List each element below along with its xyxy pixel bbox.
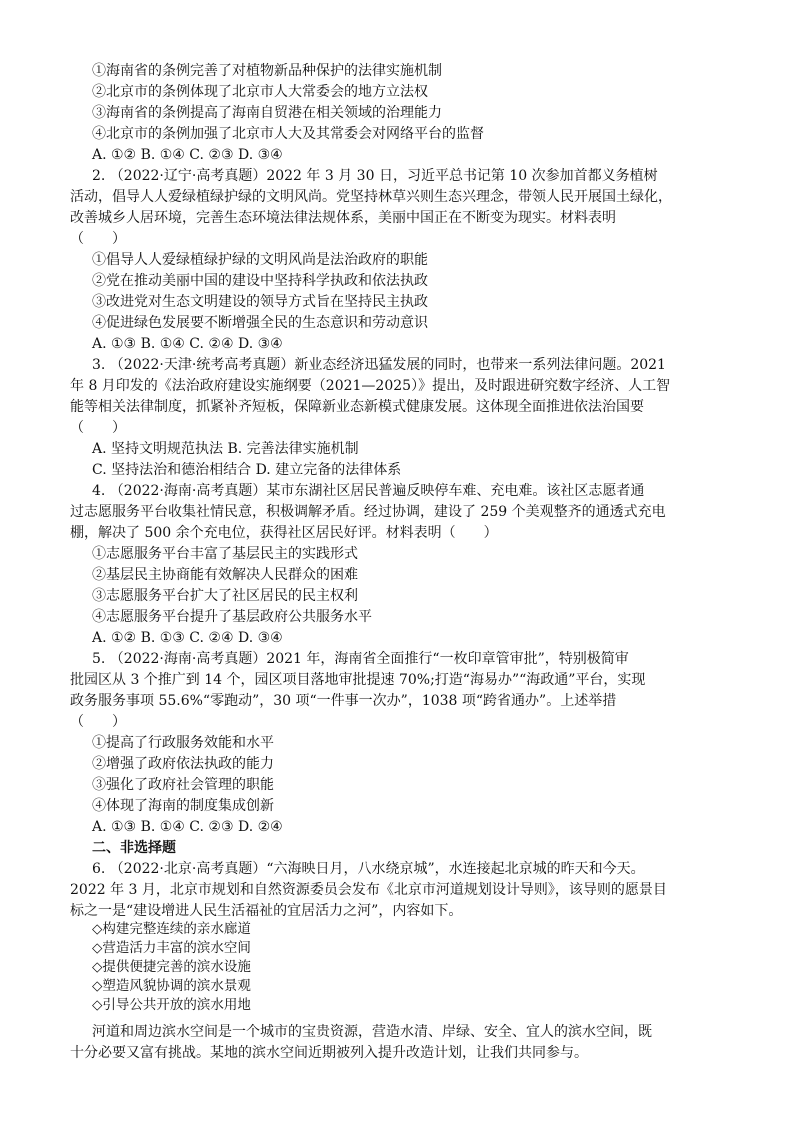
answer-choices: A. ①③ B. ①④ C. ②③ D. ②④ (92, 819, 283, 835)
option-line: ②增强了政府依法执政的能力 (92, 756, 274, 772)
question-2-stem: 活动，倡导人人爱绿植绿护绿的文明风尚。党坚持林草兴则生态兴理念，带领人民开展国土绿化， (70, 189, 672, 205)
question-4-stem: 棚，解决了 500 余个充电位，获得社区居民好评。材料表明（ ） (70, 525, 498, 541)
question-5-stem: 政务服务事项 55.6%“零跑动”，30 项“一件事一次办”，1038 项“跨省通办”。上述举措 (70, 693, 617, 709)
list-item: ◇提供便捷完善的滨水设施 (92, 959, 251, 975)
option-line: ④体现了海南的制度集成创新 (92, 798, 274, 814)
question-5-stem: 批园区从 3 个推广到 14 个，园区项目落地审批提速 70%;打造“海易办”“海政通”平台，实现 (70, 672, 646, 688)
option-line: ②党在推动美丽中国的建设中坚持科学执政和依法执政 (92, 273, 428, 289)
answer-choices: A. ①② B. ①③ C. ②④ D. ③④ (92, 630, 283, 646)
question-2-stem: 2. （2022·辽宁·高考真题）2022 年 3 月 30 日，习近平总书记第 10 次参加首都义务植树 (92, 168, 658, 184)
option-line: ②基层民主协商能有效解决人民群众的困难 (92, 567, 358, 583)
answer-choices: A. ①③ B. ①④ C. ②④ D. ③④ (92, 336, 283, 352)
question-3-stem: 能等相关法律制度，抓紧补齐短板，保障新业态新模式健康发展。这体现全面推进依法治国要 (70, 399, 644, 415)
answer-blank: （ ） (70, 420, 126, 436)
option-line: ①志愿服务平台丰富了基层民主的实践形式 (92, 546, 358, 562)
option-line: ③强化了政府社会管理的职能 (92, 777, 274, 793)
answer-choices: A. ①② B. ①④ C. ②③ D. ③④ (92, 147, 283, 163)
option-line: ④北京市的条例加强了北京市人大及其常委会对网络平台的监督 (92, 126, 484, 142)
option-line: ③改进党对生态文明建设的领导方式旨在坚持民主执政 (92, 294, 428, 310)
list-item: ◇构建完整连续的亲水廊道 (92, 921, 251, 937)
question-3-stem: 3. （2022·天津·统考高考真题）新业态经济迅猛发展的同时，也带来一系列法律问题。2021 (92, 357, 666, 373)
option-line: ③海南省的条例提高了海南自贸港在相关领域的治理能力 (92, 105, 442, 121)
option-line: ③志愿服务平台扩大了社区居民的民主权利 (92, 588, 358, 604)
option-line: ④志愿服务平台提升了基层政府公共服务水平 (92, 609, 372, 625)
list-item: ◇塑造风貌协调的滨水景观 (92, 978, 251, 994)
list-item: ◇引导公共开放的滨水用地 (92, 997, 251, 1013)
guideline-list (92, 920, 322, 1015)
answer-blank: （ ） (70, 231, 126, 247)
option-line: ①提高了行政服务效能和水平 (92, 735, 274, 751)
answer-choices: C. 坚持法治和德治相结合 D. 建立完备的法律体系 (92, 462, 402, 478)
question-3-stem: 年 8 月印发的《法治政府建设实施纲要（2021—2025）》提出，及时跟进研究数字经济、人工智 (70, 378, 671, 394)
option-line: ④促进绿色发展要不断增强全民的生态意识和劳动意识 (92, 315, 428, 331)
option-line: ①海南省的条例完善了对植物新品种保护的法律实施机制 (92, 63, 442, 79)
option-line: ①倡导人人爱绿植绿护绿的文明风尚是法治政府的职能 (92, 252, 428, 268)
section-heading: 二、非选择题 (92, 840, 176, 856)
question-6-stem: 标之一是“建设增进人民生活福祉的宜居活力之河”，内容如下。 (70, 903, 463, 919)
question-6-stem: 6. （2022·北京·高考真题）“六海映日月，八水绕京城”，水连接起北京城的昨天和今天。 (92, 861, 645, 877)
question-6-stem: 2022 年 3 月，北京市规划和自然资源委员会发布《北京市河道规划设计导则》，该导则的愿景目 (70, 882, 667, 898)
question-6-context: 河道和周边滨水空间是一个城市的宝贵资源，营造水清、岸绿、安全、宜人的滨水空间，既 (92, 1024, 652, 1040)
question-5-stem: 5. （2022·海南·高考真题）2021 年，海南省全面推行“一枚印章管审批”，特别极简审 (92, 651, 629, 667)
question-6-context: 十分必要又富有挑战。某地的滨水空间近期被列入提升改造计划，让我们共同参与。 (70, 1045, 588, 1061)
option-line: ②北京市的条例体现了北京市人大常委会的地方立法权 (92, 84, 428, 100)
answer-blank: （ ） (70, 714, 126, 730)
question-4-stem: 4. （2022·海南·高考真题）某市东湖社区居民普遍反映停车难、充电难。该社区志愿者通 (92, 483, 645, 499)
question-4-stem: 过志愿服务平台收集社情民意，积极调解矛盾。经过协调，建设了 259 个美观整齐的通透式充电 (70, 504, 666, 520)
question-2-stem: 改善城乡人居环境，完善生态环境法律法规体系，美丽中国正在不断变为现实。材料表明 (70, 210, 616, 226)
answer-choices: A. 坚持文明规范执法 B. 完善法律实施机制 (92, 441, 359, 457)
list-item: ◇营造活力丰富的滨水空间 (92, 940, 251, 956)
